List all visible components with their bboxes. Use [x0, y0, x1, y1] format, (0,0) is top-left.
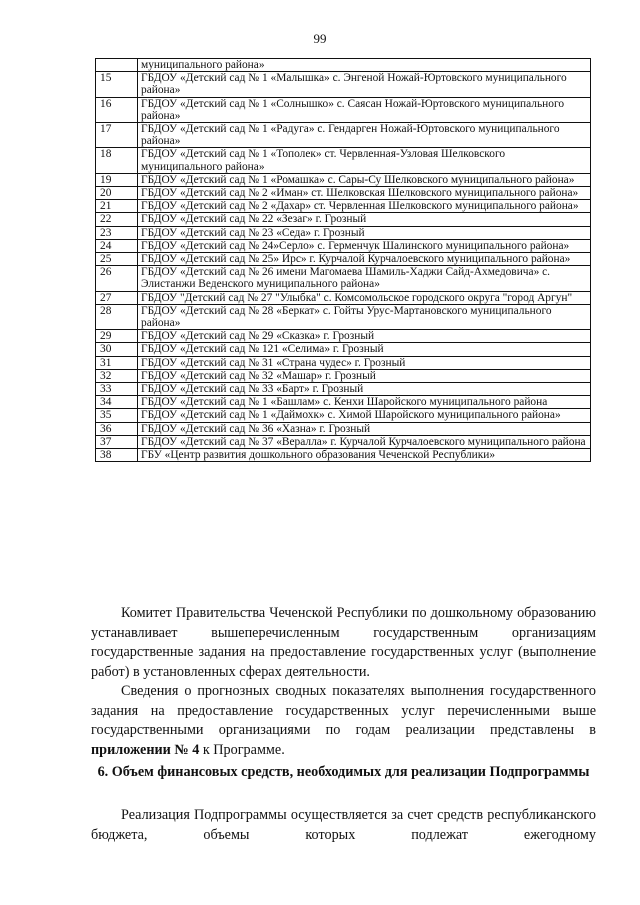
table-cell-num: 27 [96, 291, 138, 304]
table-cell-num: 28 [96, 304, 138, 329]
table-cell-num: 33 [96, 383, 138, 396]
table-cell-num: 17 [96, 123, 138, 148]
table-cell-name: ГБДОУ «Детский сад № 22 «Зезаг» г. Грозный [138, 213, 591, 226]
table-row [96, 291, 591, 304]
table-cell-name: ГБДОУ «Детский сад № 23 «Седа» г. Грозный [138, 226, 591, 239]
table-cell-num: 31 [96, 356, 138, 369]
table-cell-name: ГБДОУ «Детский сад № 31 «Страна чудес» г. Грозный [138, 356, 591, 369]
table-row [96, 213, 591, 226]
table-row [96, 173, 591, 186]
table-cell-name: ГБДОУ «Детский сад № 33 «Барт» г. Грозный [138, 383, 591, 396]
table-row [96, 266, 591, 291]
table-cell-num: 25 [96, 253, 138, 266]
section-heading: 6. Объем финансовых средств, необходимых для реализации Подпрограммы [97, 764, 590, 780]
table-cell-name: ГБДОУ «Детский сад № 24»Серло» с. Герменчук Шалинского муниципального района» [138, 239, 591, 252]
table-row [96, 422, 591, 435]
table-cell-num: 32 [96, 369, 138, 382]
table-row [96, 396, 591, 409]
table-cell-num: 23 [96, 226, 138, 239]
table-cell-name: ГБДОУ «Детский сад № 1 «Малышка» с. Энгеной Ножай-Юртовского муниципального района» [138, 72, 591, 97]
table-cell-num: 29 [96, 330, 138, 343]
table-row [96, 343, 591, 356]
table-cell-name: ГБДОУ «Детский сад № 2 «Дахар» ст. Червленная Шелковского муниципального района» [138, 200, 591, 213]
appendix-reference: приложении № 4 [91, 741, 200, 758]
table-cell-name: ГБДОУ "Детский сад № 27 "Улыбка" с. Комсомольское городского округа "город Аргун" [138, 291, 591, 304]
table-row [96, 123, 591, 148]
table-row-continuation [96, 59, 591, 72]
table-row [96, 356, 591, 369]
table-cell-name: ГБДОУ «Детский сад № 32 «Машар» г. Грозный [138, 369, 591, 382]
table-cell-name: ГБДОУ «Детский сад № 1 «Радуга» с. Гендарген Ножай-Юртовского муниципального района» [138, 123, 591, 148]
table-cell-name: ГБДОУ «Детский сад № 121 «Селима» г. Грозный [138, 343, 591, 356]
table-cell-num: 34 [96, 396, 138, 409]
table-row [96, 383, 591, 396]
table-cell-name: ГБДОУ «Детский сад № 1 «Даймохк» с. Химой Шаройского муниципального района» [138, 409, 591, 422]
table-cell-num: 19 [96, 173, 138, 186]
table-cell-name: ГБДОУ «Детский сад № 2 «Иман» ст. Шелковская Шелковского муниципального района» [138, 187, 591, 200]
table-cell-num: 16 [96, 97, 138, 122]
table-cell-num: 15 [96, 72, 138, 97]
table-row [96, 97, 591, 122]
table-row [96, 369, 591, 382]
table-cell-num [96, 59, 138, 72]
table-cell-name: ГБДОУ «Детский сад № 28 «Беркат» с. Гойты Урус-Мартановского муниципального района» [138, 304, 591, 329]
table-cell-name: ГБДОУ «Детский сад № 37 «Beралла» г. Курчалой Курчалоевского муниципального района [138, 435, 591, 448]
table-cell-name: ГБДОУ «Детский сад № 1 «Башлам» с. Кенхи Шаройского муниципального района [138, 396, 591, 409]
table-row [96, 253, 591, 266]
table-cell-num: 35 [96, 409, 138, 422]
table-row [96, 330, 591, 343]
table-row [96, 187, 591, 200]
table-cell-num: 22 [96, 213, 138, 226]
table-cell-num: 20 [96, 187, 138, 200]
table-row [96, 226, 591, 239]
table-cell-num: 18 [96, 148, 138, 173]
paragraph-forecast [91, 682, 596, 760]
table-cell-name: ГБУ «Центр развития дошкольного образования Чеченской Республики» [138, 449, 591, 462]
paragraph-forecast-text: Сведения о прогнозных сводных показателях выполнения государственного задания на предоставление государственных услуг перечисленными выше государственными организациями по годам реализации представлены в [91, 683, 596, 738]
paragraph-committee: Комитет Правительства Чеченской Республики по дошкольному образованию устанавливает вышеперечисленным государственным организациям государственные задания на предоставление государственных услуг (выполнение работ) в установленных сферах деятельности. [91, 605, 596, 680]
table-row [96, 409, 591, 422]
table-cell-name: ГБДОУ «Детский сад № 26 имени Магомаева Шамиль-Хаджи Сайд-Ахмедовича» с. Элистанжи Веденского муниципального района» [138, 266, 591, 291]
table-body [96, 59, 591, 462]
table-cell-name: муниципального района» [138, 59, 591, 72]
table-cell-num: 37 [96, 435, 138, 448]
table-cell-num: 24 [96, 239, 138, 252]
table-cell-name: ГБДОУ «Детский сад № 1 «Ромашка» с. Сары-Су Шелковского муниципального района» [138, 173, 591, 186]
table-row [96, 200, 591, 213]
table-cell-name: ГБДОУ «Детский сад № 1 «Солнышко» с. Саясан Ножай-Юртовского муниципального района» [138, 97, 591, 122]
page-number: 99 [313, 31, 327, 46]
organizations-table [95, 58, 591, 462]
table-row [96, 239, 591, 252]
table-cell-num: 26 [96, 266, 138, 291]
paragraph-funding: Реализация Подпрограммы осуществляется за счет средств республиканского бюджета, объемы которых подлежат ежегодному [91, 807, 596, 843]
table-row [96, 304, 591, 329]
paragraph-forecast-tail: к Программе. [202, 741, 285, 758]
table-row [96, 435, 591, 448]
table-row [96, 449, 591, 462]
table-row [96, 72, 591, 97]
table-cell-num: 30 [96, 343, 138, 356]
table-cell-name: ГБДОУ «Детский сад № 29 «Сказка» г. Грозный [138, 330, 591, 343]
table-cell-num: 21 [96, 200, 138, 213]
table-cell-name: ГБДОУ «Детский сад № 25» Ирс» г. Курчалой Курчалоевского муниципального района» [138, 253, 591, 266]
table-cell-num: 38 [96, 449, 138, 462]
table-row [96, 148, 591, 173]
table-cell-name: ГБДОУ «Детский сад № 1 «Тополек» ст. Червленная-Узловая Шелковского муниципального района» [138, 148, 591, 173]
table-cell-num: 36 [96, 422, 138, 435]
table-cell-name: ГБДОУ «Детский сад № 36 «Хазна» г. Грозный [138, 422, 591, 435]
